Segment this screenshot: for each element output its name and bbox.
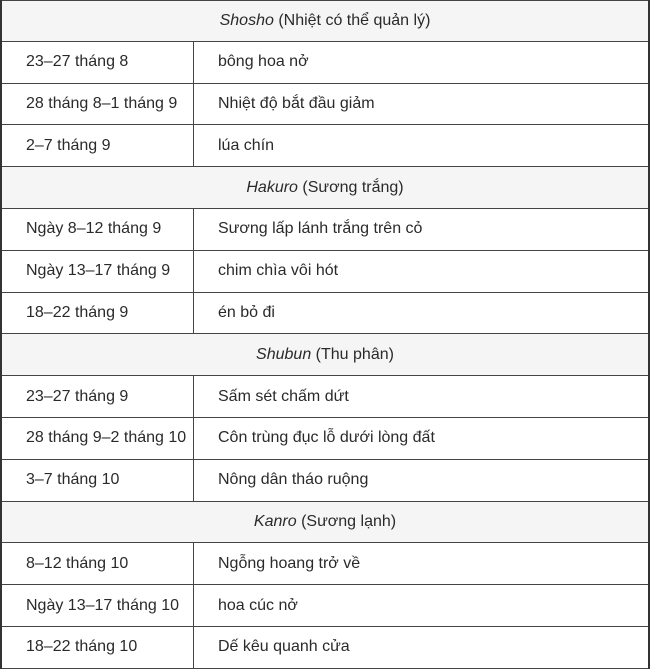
section-header-shosho — [2, 0, 648, 42]
date-cell: 28 tháng 9–2 tháng 10 — [2, 418, 194, 459]
description-cell: lúa chín — [218, 136, 275, 154]
section-name: Kanro — [253, 512, 297, 530]
date-cell: 2–7 tháng 9 — [2, 125, 194, 166]
date-cell: Ngày 13–17 tháng 10 — [2, 585, 194, 626]
description-cell: Sương lấp lánh trắng trên cỏ — [218, 220, 423, 238]
description-cell: Nông dân tháo ruộng — [218, 471, 369, 489]
description-cell: chim chìa vôi hót — [218, 262, 339, 280]
table-row — [2, 42, 648, 84]
date-cell: Ngày 8–12 tháng 9 — [2, 209, 194, 250]
date-cell: 18–22 tháng 9 — [2, 293, 194, 334]
table-row — [2, 293, 648, 335]
table-row — [2, 209, 648, 251]
table-row — [2, 543, 648, 585]
description-cell: Nhiệt độ bắt đầu giảm — [218, 94, 375, 112]
date-cell: 8–12 tháng 10 — [2, 543, 194, 584]
table-row — [2, 84, 648, 126]
section-name: Shubun — [256, 345, 312, 363]
section-name: Shosho — [219, 11, 274, 29]
description-cell: Côn trùng đục lỗ dưới lòng đất — [218, 429, 435, 447]
date-cell: 18–22 tháng 10 — [2, 627, 194, 668]
description-cell: én bỏ đi — [218, 303, 275, 321]
table-row — [2, 460, 648, 502]
table-row — [2, 251, 648, 293]
table-row — [2, 125, 648, 167]
section-header-shubun — [2, 334, 648, 376]
section-header-hakuro — [2, 167, 648, 209]
section-meaning: (Nhiệt có thể quản lý) — [278, 11, 431, 29]
table-row — [2, 418, 648, 460]
date-cell: 3–7 tháng 10 — [2, 460, 194, 501]
date-cell: 23–27 tháng 9 — [2, 376, 194, 417]
description-cell: Ngỗng hoang trở về — [218, 554, 361, 572]
section-name: Hakuro — [246, 178, 298, 196]
table-row — [2, 376, 648, 418]
date-cell: Ngày 13–17 tháng 9 — [2, 251, 194, 292]
description-cell: Sấm sét chấm dứt — [218, 387, 349, 405]
date-cell: 28 tháng 8–1 tháng 9 — [2, 84, 194, 125]
table-row — [2, 585, 648, 627]
date-cell: 23–27 tháng 8 — [2, 42, 194, 83]
table-row — [2, 627, 648, 669]
section-meaning: (Sương lạnh) — [301, 512, 397, 530]
section-meaning: (Sương trắng) — [302, 178, 404, 196]
description-cell: hoa cúc nở — [218, 596, 298, 614]
description-cell: bông hoa nở — [218, 53, 309, 71]
section-meaning: (Thu phân) — [315, 345, 394, 363]
description-cell: Dế kêu quanh cửa — [218, 638, 350, 656]
section-header-kanro — [2, 502, 648, 544]
